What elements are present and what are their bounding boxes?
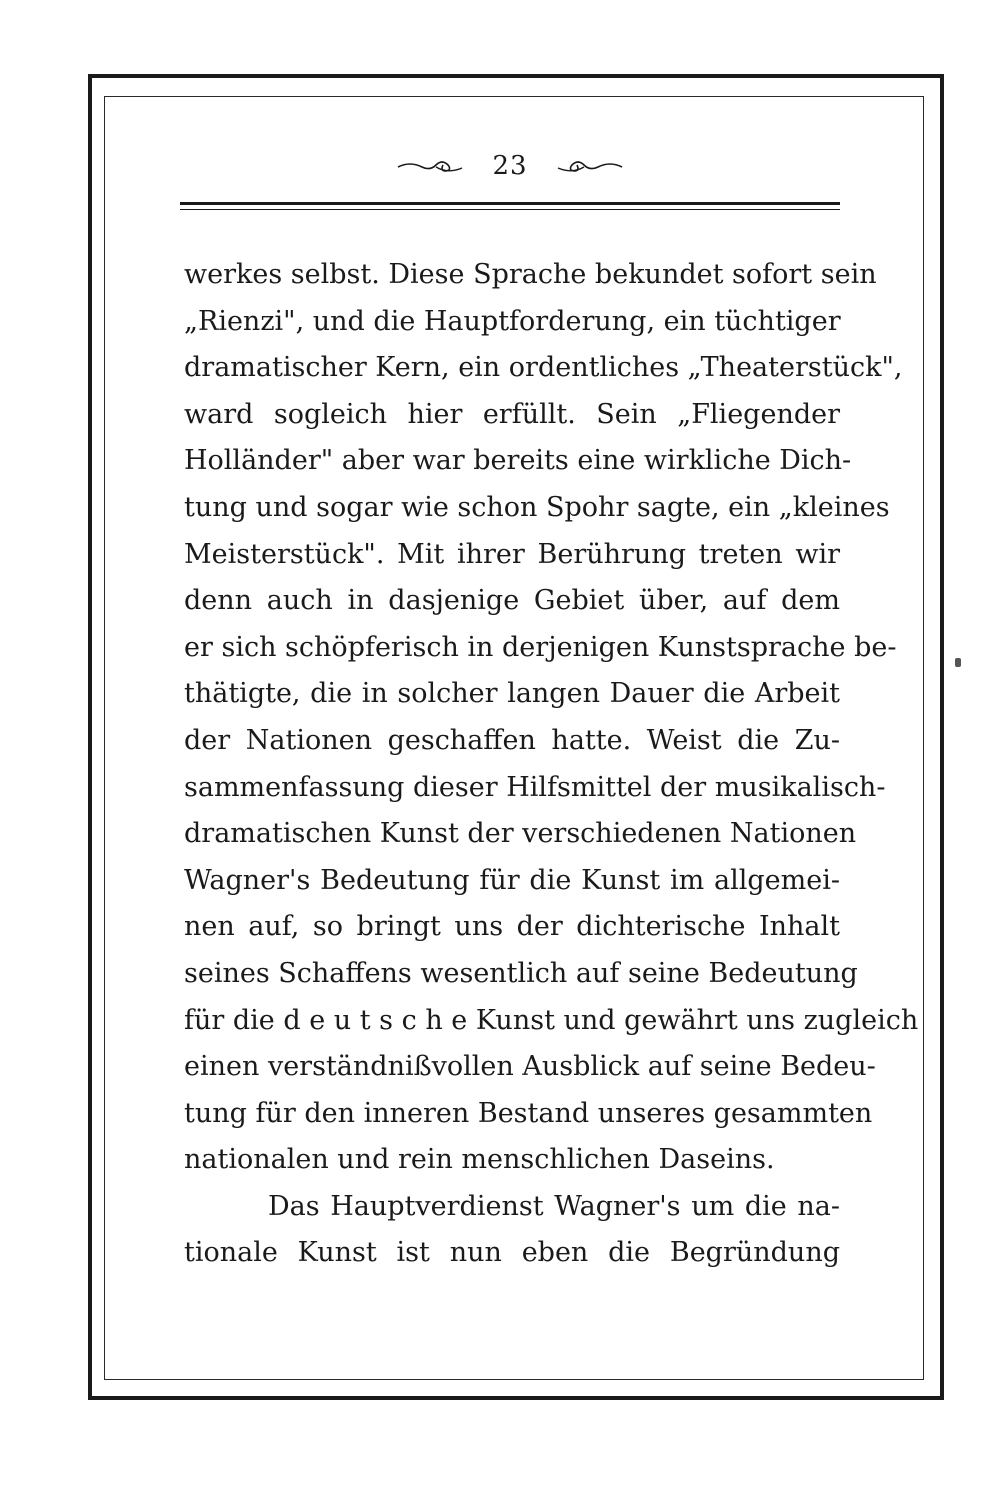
page-header xyxy=(180,146,840,186)
text-line: tung für den inneren Bestand unseres gesammten xyxy=(184,1097,873,1129)
text-line: er sich schöpferisch in derjenigen Kunstsprache be- xyxy=(184,631,897,663)
text-line: der Nationen geschaffen hatte. Weist die Zu- xyxy=(184,724,840,756)
text-line: tionale Kunst ist nun eben die Begründung xyxy=(184,1237,840,1269)
text-line: ward sogleich hier erfüllt. Sein „Fliegender xyxy=(184,398,840,430)
text-line: nationalen und rein menschlichen Daseins. xyxy=(184,1144,775,1176)
page-number: 23 xyxy=(492,151,528,181)
left-ornament-icon xyxy=(396,156,466,176)
text-line: dramatischen Kunst der verschiedenen Nationen xyxy=(184,818,857,850)
right-ornament-icon xyxy=(554,156,624,176)
text-line: denn auch in dasjenige Gebiet über, auf dem xyxy=(184,585,840,617)
text-line: Das Hauptverdienst Wagner's um die na- xyxy=(268,1190,840,1222)
text-line: Wagner's Bedeutung für die Kunst im allgemei- xyxy=(184,864,840,896)
margin-speck xyxy=(955,658,961,667)
body-text xyxy=(184,252,919,1277)
text-line: thätigte, die in solcher langen Dauer die Arbeit xyxy=(184,678,840,710)
text-line: einen verständnißvollen Ausblick auf seine Bedeu- xyxy=(184,1051,876,1083)
header-rule-thick xyxy=(180,202,840,205)
text-line: dramatischer Kern, ein ordentliches „Theaterstück", xyxy=(184,352,903,384)
text-line: für die d e u t s c h e Kunst und gewährt uns zugleich xyxy=(184,1004,919,1036)
text-line: werkes selbst. Diese Sprache bekundet sofort sein xyxy=(184,259,877,290)
text-line: seines Schaffens wesentlich auf seine Bedeutung xyxy=(184,957,858,989)
text-line: „Rienzi", und die Hauptforderung, ein tüchtiger xyxy=(184,305,841,337)
text-line: nen auf, so bringt uns der dichterische Inhalt xyxy=(184,911,840,943)
text-line: tung und sogar wie schon Spohr sagte, ein „kleines xyxy=(184,491,890,523)
header-rule-thin xyxy=(180,209,840,210)
text-line: sammenfassung dieser Hilfsmittel der musikalisch- xyxy=(184,771,886,803)
text-line: Meisterstück". Mit ihrer Berührung treten wir xyxy=(184,538,840,570)
text-line: Holländer" aber war bereits eine wirkliche Dich- xyxy=(184,445,852,477)
